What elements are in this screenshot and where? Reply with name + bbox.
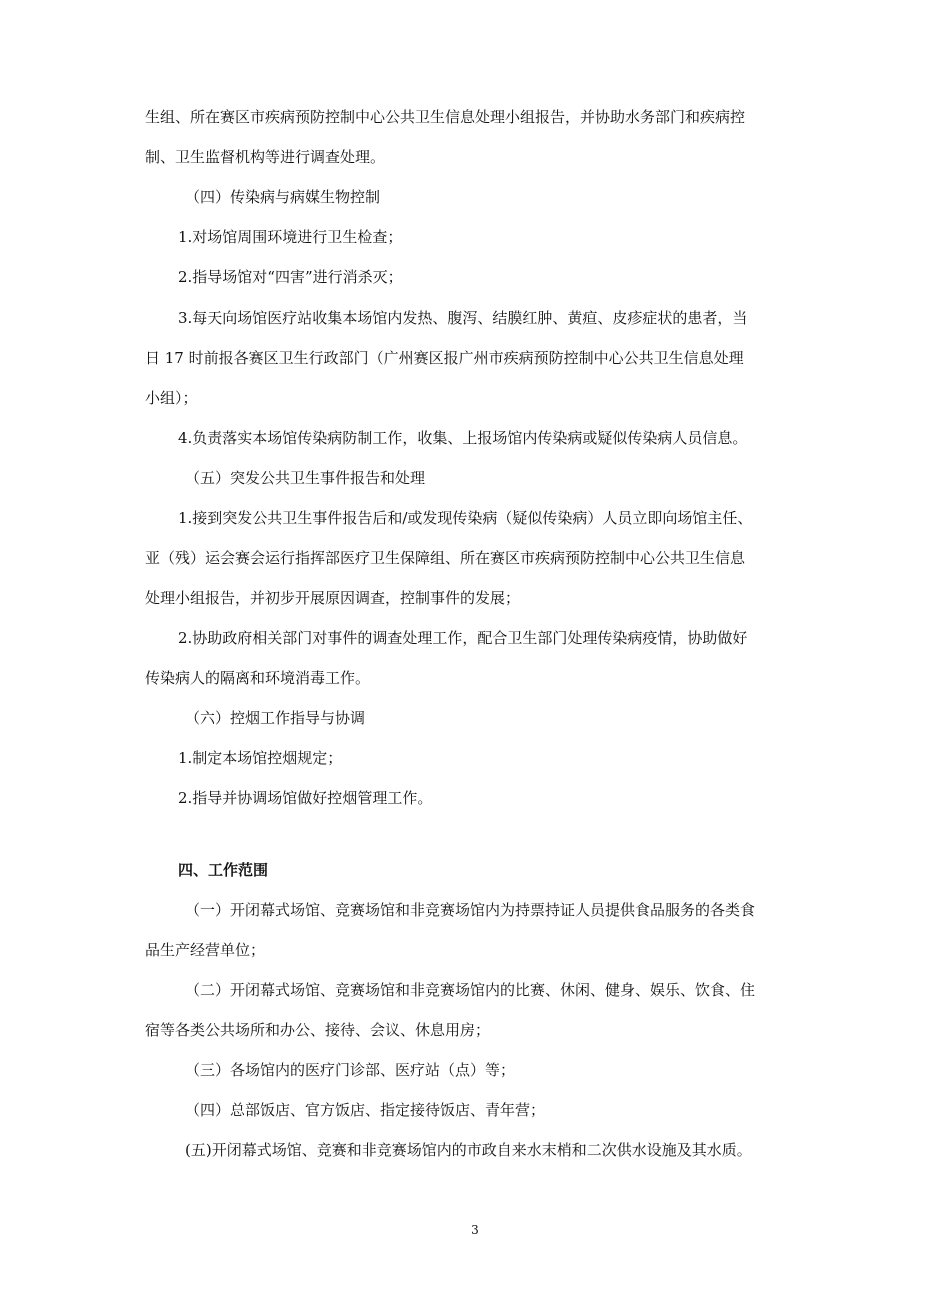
list-item: 1.对场馆周围环境进行卫生检查； [178,228,403,246]
scope-item: (五)开闭幕式场馆、竞赛和非竞赛场馆内的市政自来水末梢和二次供水设施及其水质。 [185,1141,752,1159]
subsection-heading-5: （五）突发公共卫生事件报告和处理 [185,469,426,487]
paragraph-line: 亚（残）运会赛会运行指挥部医疗卫生保障组、所在赛区市疾病预防控制中心公共卫生信息 [145,549,746,567]
paragraph-line: 日 17 时前报各赛区卫生行政部门（广州赛区报广州市疾病预防控制中心公共卫生信息处理 [145,349,744,367]
paragraph-line: 制、卫生监督机构等进行调查处理。 [145,148,386,166]
paragraph-line: 品生产经营单位； [145,941,266,959]
list-item: 3.每天向场馆医疗站收集本场馆内发热、腹泻、结膜红肿、黄疸、皮疹症状的患者，当 [178,309,748,327]
paragraph-line: 宿等各类公共场所和办公、接待、会议、休息用房； [145,1021,491,1039]
paragraph-line: 小组）； [145,389,198,407]
list-item: 4.负责落实本场馆传染病防制工作，收集、上报场馆内传染病或疑似传染病人员信息。 [178,429,748,447]
paragraph-line: 传染病人的隔离和环境消毒工作。 [145,669,371,687]
list-item: 1.接到突发公共卫生事件报告后和/或发现传染病（疑似传染病）人员立即向场馆主任、 [178,509,753,527]
list-item: 2.指导场馆对“四害”进行消杀灭； [178,268,403,286]
list-item: 2.协助政府相关部门对事件的调查处理工作，配合卫生部门处理传染病疫情，协助做好 [178,629,748,647]
scope-item: （二）开闭幕式场馆、竞赛场馆和非竞赛场馆内的比赛、休闲、健身、娱乐、饮食、住 [185,981,756,999]
section-heading: 四、工作范围 [178,861,269,879]
paragraph-line: 处理小组报告，并初步开展原因调查，控制事件的发展； [145,589,521,607]
list-item: 1.制定本场馆控烟规定； [178,749,343,767]
page-number: 3 [471,1223,479,1237]
subsection-heading-4: （四）传染病与病媒生物控制 [185,188,381,206]
scope-item: （四）总部饭店、官方饭店、指定接待饭店、青年营； [185,1101,546,1119]
scope-item: （一）开闭幕式场馆、竞赛场馆和非竞赛场馆内为持票持证人员提供食品服务的各类食 [185,901,756,919]
list-item: 2.指导并协调场馆做好控烟管理工作。 [178,789,433,807]
scope-item: （三）各场馆内的医疗门诊部、医疗站（点）等； [185,1061,516,1079]
subsection-heading-6: （六）控烟工作指导与协调 [185,709,366,727]
paragraph-line: 生组、所在赛区市疾病预防控制中心公共卫生信息处理小组报告，并协助水务部门和疾病控 [145,108,746,126]
